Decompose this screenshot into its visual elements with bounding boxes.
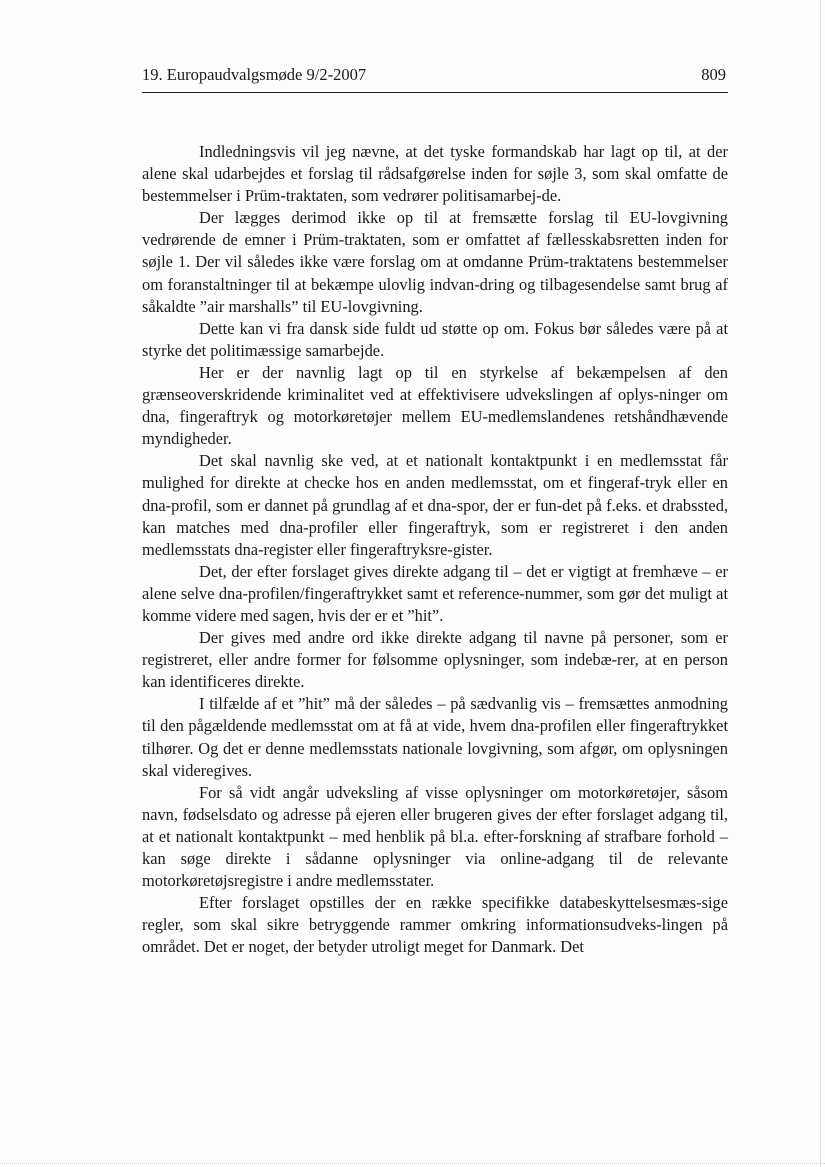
page-header: [142, 62, 728, 90]
paragraph: Efter forslaget opstilles der en række specifikke databeskyttelsesmæs-sige regler, som skal sikre betryggende rammer omkring informationsudveks-lingen på området. Det er noget, der betyder utroligt meget for Danmark. Det: [142, 893, 728, 957]
scan-edge-bottom: [0, 1163, 825, 1164]
paragraph: Dette kan vi fra dansk side fuldt ud støtte op om. Fokus bør således være på at styrke det politimæssige samarbejde.: [142, 318, 728, 360]
paragraph: Der lægges derimod ikke op til at fremsætte forslag til EU-lovgivning vedrørende de emner i Prüm-traktaten, som er omfattet af fællesskabsretten inden for søjle 1. Der vil således ikke være forslag om at omdanne Prüm-traktatens bestemmelser om foranstaltninger til at bekæmpe ulovlig indvan-dring og tilbagesendelse samt brug af såkaldte ”air marshalls” til EU-lovgivning.: [142, 208, 728, 316]
scan-edge-right: [820, 0, 821, 1167]
paragraph: Her er der navnlig lagt op til en styrkelse af bekæmpelsen af den grænseoverskridende kriminalitet ved at effektivisere udvekslingen af oplys-ninger om dna, fingeraftryk og motorkøretøjer mellem EU-medlemslandenes retshåndhævende myndigheder.: [142, 362, 728, 449]
page-number: 809: [701, 65, 726, 84]
paragraph: Indledningsvis vil jeg nævne, at det tyske formandskab har lagt op til, at der alene skal udarbejdes et forslag til rådsafgørelse inden for søjle 3, som skal omfatte de bestemmelser i Prüm-traktaten, som vedrører politisamarbej-de.: [142, 142, 728, 206]
body-text: [142, 141, 728, 958]
paragraph: Det, der efter forslaget gives direkte adgang til – det er vigtigt at fremhæve – er alene selve dna-profilen/fingeraftrykket samt et reference-nummer, som gør det muligt at komme videre med sagen, hvis der er et ”hit”.: [142, 561, 728, 625]
header-title: 19. Europaudvalgsmøde 9/2-2007: [142, 65, 367, 84]
paragraph: Det skal navnlig ske ved, at et nationalt kontaktpunkt i en medlemsstat får mulighed for direkte at checke hos en anden medlemsstat, om et fingeraf-tryk eller en dna-profil, som er dannet på grundlag af et dna-spor, der er fun-det på f.eks. et drabssted, kan matches med dna-profiler eller fingeraftryk, som er registreret i den anden medlemsstats dna-register eller fingeraftryksre-gister.: [142, 451, 728, 559]
paragraph: I tilfælde af et ”hit” må der således – på sædvanlig vis – fremsættes anmodning til den pågældende medlemsstat om at få at vide, hvem dna-profilen eller fingeraftrykket tilhører. Og det er denne medlemsstats nationale lovgivning, som afgør, om oplysningen skal videregives.: [142, 694, 728, 780]
paragraph: For så vidt angår udveksling af visse oplysninger om motorkøretøjer, såsom navn, fødselsdato og adresse på ejeren eller brugeren gives der efter forslaget adgang til, at et nationalt kontaktpunkt – med henblik på bl.a. efter-forskning af strafbare forhold – kan søge direkte i sådanne oplysninger via online-adgang til de relevante motorkøretøjsregistre i andre medlemsstater.: [142, 782, 728, 891]
paragraph: Der gives med andre ord ikke direkte adgang til navne på personer, som er registreret, eller andre former for følsomme oplysninger, som indebæ-rer, at en person kan identificeres direkte.: [142, 628, 728, 692]
header-rule: [142, 92, 728, 93]
